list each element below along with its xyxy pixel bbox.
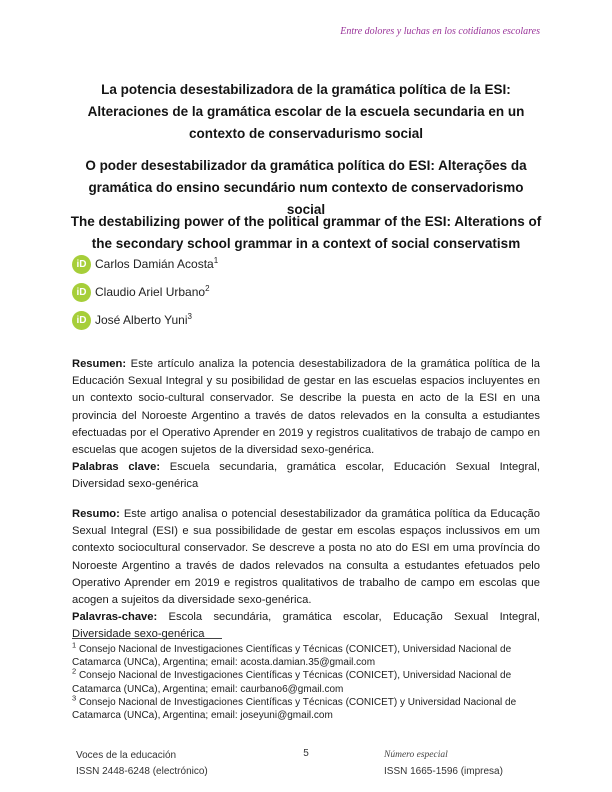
footnote-text: Consejo Nacional de Investigaciones Científicas y Técnicas (CONICET), Universidad Nacional de Catamarca (UNCa), Argentina; email: caurbano6@gmail.com: [72, 670, 512, 695]
abstract-portuguese-text: Este artigo analisa o potencial desestabilizador da gramática política da Educação Sexual Integral (ESI) e sua possibilidade de gestar em escolas espaços inclussivos em um contexto sociocultural conservador. Se descreve a posta no ato do ESI em uma província do Noroeste Argentino a través de dados relevados na consulta a estudantes efetuados pelo Operativo Aprender em 2019 e registros qualitativos de trabalho de campo em escolas que acogen a sujeitos da diversidade sexo-genérica.: [72, 508, 540, 607]
abstract-portuguese-block: [72, 506, 540, 644]
author-name-text: José Alberto Yuni: [95, 313, 188, 327]
abstract-portuguese: [72, 506, 540, 609]
keywords-portuguese-text: Escola secundária, gramática escolar, Educação Sexual Integral, Diversidade sexo-genérica: [72, 611, 540, 641]
footnote-text: Consejo Nacional de Investigaciones Científicas y Técnicas (CONICET), Universidad Nacional de Catamarca (UNCa), Argentina; email: acosta.damian.35@gmail.com: [72, 644, 512, 669]
author-name: [95, 285, 210, 299]
author-row: [72, 254, 540, 274]
author-list: [72, 254, 540, 338]
author-footnote-ref: 1: [213, 256, 219, 265]
author-row: [72, 310, 540, 330]
running-head: Entre dolores y luchas en los cotidianos escolares: [340, 26, 540, 37]
footnote-ref: 3: [72, 693, 77, 703]
footer-journal-title: Voces de la educación: [76, 750, 177, 761]
author-name: [95, 257, 218, 271]
footnote-ref: 1: [72, 640, 77, 650]
footnote-ref: 2: [72, 667, 77, 677]
author-row: [72, 282, 540, 302]
author-footnote-ref: 3: [187, 312, 192, 321]
keywords-spanish-text: Escuela secundaria, gramática escolar, Educación Sexual Integral, Diversidad sexo-genérica: [72, 461, 540, 491]
footnote-text: Consejo Nacional de Investigaciones Científicas y Técnicas (CONICET) y Universidad Nacional de Catamarca (UNCa), Argentina; email: joseyuni@gmail.com: [72, 696, 517, 722]
footer-issn-electronic: ISSN 2448-6248 (electrónico): [76, 765, 208, 777]
author-footnote-ref: 2: [205, 284, 210, 293]
title-portuguese: O poder desestabilizador da gramática política do ESI: Alterações da gramática do ensino secundário num contexto de conservadorismo social: [85, 158, 527, 218]
abstract-spanish-block: [72, 356, 540, 494]
abstract-spanish-text: Este artículo analiza la potencia desestabilizadora de la gramática política de la Educación Sexual Integral y su posibilidad de gestar en las escuelas espacios incluyentes en un contexto socio-cultural conservador. Se describe la puesta en acto de la ESI en una provincia del Noroeste Argentino a través de datos relevados en la consulta a estudiantes efectuadas por el Operativo Aprender en 2019 y registros cualitativos de trabajo de campo en escuelas que acogen sujetos de la diversidad sexo-genérica.: [72, 358, 540, 457]
footer-issue-label: Número especial: [384, 750, 448, 760]
footnote-separator: [72, 638, 222, 639]
keywords-spanish: [72, 459, 540, 493]
orcid-icon[interactable]: iD: [72, 255, 91, 274]
page-footer: [72, 748, 540, 780]
orcid-icon[interactable]: iD: [72, 311, 91, 330]
author-name-text: Carlos Damián Acosta: [95, 257, 214, 271]
footnote-item: [72, 640, 540, 669]
abstract-portuguese-label: Resumo:: [72, 508, 120, 520]
title-spanish: La potencia desestabilizadora de la gramática política de la ESI: Alteraciones de la gramática escolar de la escuela secundaria en un contexto de conservadurismo social: [87, 82, 525, 142]
abstract-spanish: [72, 356, 540, 459]
footer-issn-print: ISSN 1665-1596 (impresa): [384, 765, 503, 777]
orcid-icon[interactable]: iD: [72, 283, 91, 302]
title-english: The destabilizing power of the political grammar of the ESI: Alterations of the secondary school grammar in a context of social conservatism: [70, 214, 542, 252]
author-name: [95, 313, 192, 327]
footer-right: [384, 748, 503, 779]
abstract-spanish-label: Resumen:: [72, 358, 127, 370]
footnote-item: [72, 669, 540, 695]
footnote-item: [72, 693, 540, 722]
keywords-portuguese-label: Palavras-chave:: [72, 611, 158, 624]
author-name-text: Claudio Ariel Urbano: [95, 285, 206, 299]
footer-page-number: 5: [303, 748, 309, 759]
footnotes-block: [72, 638, 540, 722]
keywords-spanish-label: Palabras clave:: [72, 461, 161, 474]
